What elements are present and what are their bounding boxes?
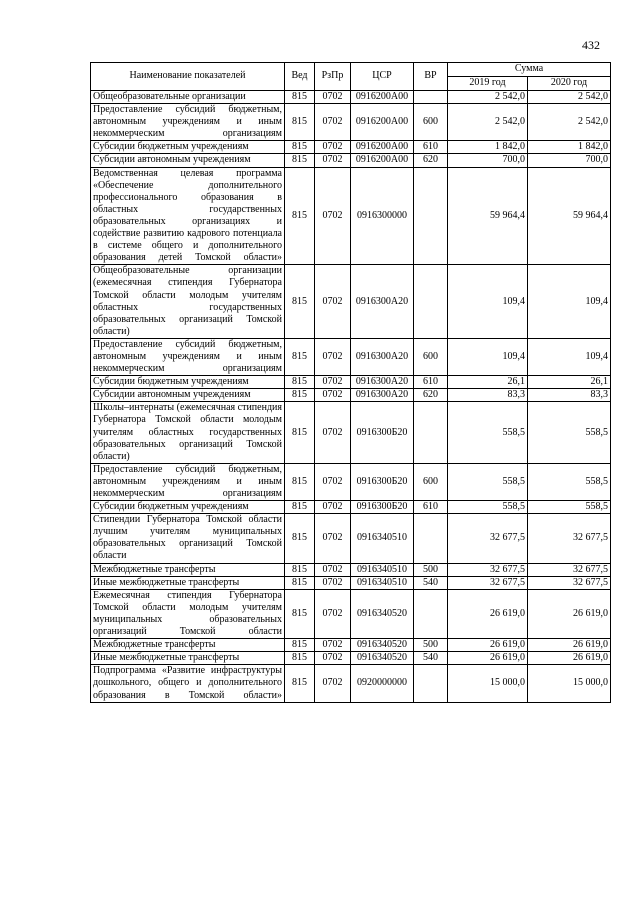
cell-rzpr: 0702 [315,639,351,652]
cell-rzpr: 0702 [315,402,351,463]
header-csr: ЦСР [351,63,414,91]
table-row [91,141,611,154]
cell-name: Субсидии бюджетным учреждениям [91,376,285,389]
cell-name: Предоставление субсидий бюджетным, автономным учреждениям и иным некоммерческим организациям [91,463,285,500]
cell-csr: 0916300А20 [351,376,414,389]
cell-ved: 815 [285,639,315,652]
cell-sum-2020: 1 842,0 [528,141,611,154]
cell-sum-2020: 700,0 [528,154,611,167]
cell-vr [414,265,448,339]
cell-ved: 815 [285,104,315,141]
cell-csr: 0916300Б20 [351,402,414,463]
cell-sum-2020: 2 542,0 [528,104,611,141]
cell-vr: 620 [414,154,448,167]
cell-sum-2020: 15 000,0 [528,665,611,702]
cell-ved: 815 [285,402,315,463]
header-name: Наименование показателей [91,63,285,91]
cell-name: Ежемесячная стипендия Губернатора Томской области молодым учителям муниципальных образовательных организаций Томской области [91,589,285,638]
cell-rzpr: 0702 [315,501,351,514]
cell-vr: 610 [414,141,448,154]
table-row [91,501,611,514]
cell-name: Субсидии автономным учреждениям [91,154,285,167]
header-vr: ВР [414,63,448,91]
cell-ved: 815 [285,154,315,167]
table-row [91,338,611,375]
table-row [91,389,611,402]
cell-sum-2019: 59 964,4 [448,167,528,265]
cell-sum-2020: 32 677,5 [528,563,611,576]
cell-rzpr: 0702 [315,563,351,576]
cell-ved: 815 [285,652,315,665]
cell-csr: 0916300Б20 [351,463,414,500]
cell-sum-2020: 109,4 [528,265,611,339]
table-row [91,652,611,665]
cell-csr: 0916200А00 [351,154,414,167]
cell-ved: 815 [285,389,315,402]
cell-vr [414,665,448,702]
cell-vr: 610 [414,376,448,389]
cell-ved: 815 [285,167,315,265]
cell-sum-2020: 26 619,0 [528,639,611,652]
cell-sum-2020: 26,1 [528,376,611,389]
cell-ved: 815 [285,141,315,154]
cell-csr: 0916340520 [351,639,414,652]
cell-csr: 0916300А20 [351,338,414,375]
cell-sum-2020: 32 677,5 [528,576,611,589]
table-body [91,91,611,703]
cell-ved: 815 [285,265,315,339]
cell-vr: 500 [414,639,448,652]
cell-name: Иные межбюджетные трансферты [91,576,285,589]
cell-csr: 0916300Б20 [351,501,414,514]
table-row [91,576,611,589]
cell-name: Межбюджетные трансферты [91,563,285,576]
table-row [91,265,611,339]
table-row [91,402,611,463]
cell-ved: 815 [285,563,315,576]
cell-sum-2019: 109,4 [448,338,528,375]
cell-sum-2020: 26 619,0 [528,589,611,638]
cell-ved: 815 [285,589,315,638]
cell-rzpr: 0702 [315,652,351,665]
cell-csr: 0916340520 [351,589,414,638]
cell-sum-2019: 558,5 [448,402,528,463]
cell-vr: 600 [414,104,448,141]
table-row [91,91,611,104]
cell-ved: 815 [285,463,315,500]
page-number: 432 [582,38,600,52]
table-row [91,376,611,389]
cell-name: Субсидии бюджетным учреждениям [91,141,285,154]
header-2019: 2019 год [448,77,528,91]
cell-ved: 815 [285,91,315,104]
cell-sum-2019: 32 677,5 [448,563,528,576]
cell-csr: 0916340510 [351,514,414,563]
cell-sum-2020: 2 542,0 [528,91,611,104]
cell-csr: 0916300А20 [351,265,414,339]
cell-rzpr: 0702 [315,463,351,500]
cell-vr: 540 [414,576,448,589]
table-row [91,665,611,702]
cell-name: Межбюджетные трансферты [91,639,285,652]
cell-sum-2019: 26 619,0 [448,589,528,638]
cell-rzpr: 0702 [315,665,351,702]
cell-sum-2019: 2 542,0 [448,91,528,104]
cell-rzpr: 0702 [315,154,351,167]
cell-name: Субсидии бюджетным учреждениям [91,501,285,514]
table-row [91,463,611,500]
cell-name: Общеобразовательные организации (ежемесячная стипендия Губернатора Томской области молодым учителям областных государственных образовательных организаций Томской области) [91,265,285,339]
table-row [91,589,611,638]
cell-vr [414,514,448,563]
cell-vr [414,589,448,638]
cell-sum-2019: 26,1 [448,376,528,389]
cell-ved: 815 [285,665,315,702]
cell-rzpr: 0702 [315,389,351,402]
cell-name: Школы–интернаты (ежемесячная стипендия Губернатора Томской области молодым учителям областных государственных образовательных организаций Томской области) [91,402,285,463]
cell-sum-2020: 32 677,5 [528,514,611,563]
cell-sum-2019: 32 677,5 [448,576,528,589]
cell-vr: 500 [414,563,448,576]
cell-rzpr: 0702 [315,376,351,389]
cell-sum-2020: 558,5 [528,501,611,514]
cell-csr: 0916200А00 [351,141,414,154]
cell-sum-2019: 109,4 [448,265,528,339]
cell-vr [414,402,448,463]
cell-csr: 0920000000 [351,665,414,702]
cell-sum-2020: 59 964,4 [528,167,611,265]
cell-vr: 620 [414,389,448,402]
cell-sum-2020: 26 619,0 [528,652,611,665]
cell-name: Предоставление субсидий бюджетным, автономным учреждениям и иным некоммерческим организациям [91,104,285,141]
cell-sum-2019: 1 842,0 [448,141,528,154]
cell-sum-2019: 15 000,0 [448,665,528,702]
header-sum: Сумма [448,63,611,77]
cell-sum-2020: 558,5 [528,463,611,500]
cell-rzpr: 0702 [315,338,351,375]
budget-table [90,62,611,703]
cell-rzpr: 0702 [315,104,351,141]
cell-sum-2019: 26 619,0 [448,639,528,652]
cell-csr: 0916300А20 [351,389,414,402]
cell-vr [414,167,448,265]
header-ved: Вед [285,63,315,91]
table-row [91,167,611,265]
cell-sum-2019: 83,3 [448,389,528,402]
cell-rzpr: 0702 [315,91,351,104]
cell-sum-2019: 700,0 [448,154,528,167]
cell-sum-2020: 83,3 [528,389,611,402]
cell-rzpr: 0702 [315,576,351,589]
cell-csr: 0916300000 [351,167,414,265]
cell-vr [414,91,448,104]
cell-name: Предоставление субсидий бюджетным, автономным учреждениям и иным некоммерческим организациям [91,338,285,375]
table-row [91,154,611,167]
cell-ved: 815 [285,501,315,514]
cell-rzpr: 0702 [315,167,351,265]
table-header [91,63,611,91]
cell-ved: 815 [285,514,315,563]
cell-vr: 610 [414,501,448,514]
cell-name: Ведомственная целевая программа «Обеспечение дополнительного профессионального образования в областных государственных образовательных организациях и содействие развитию кадрового потенциала в системе общего и дополнительного образования детей Томской области» [91,167,285,265]
cell-name: Общеобразовательные организации [91,91,285,104]
cell-rzpr: 0702 [315,141,351,154]
cell-sum-2020: 109,4 [528,338,611,375]
cell-name: Стипендии Губернатора Томской области лучшим учителям муниципальных образовательных организаций Томской области [91,514,285,563]
table-row [91,104,611,141]
cell-sum-2019: 2 542,0 [448,104,528,141]
cell-name: Подпрограмма «Развитие инфраструктуры дошкольного, общего и дополнительного образования в Томской области» [91,665,285,702]
cell-sum-2019: 558,5 [448,501,528,514]
table-row [91,563,611,576]
cell-vr: 540 [414,652,448,665]
cell-sum-2019: 558,5 [448,463,528,500]
cell-name: Субсидии автономным учреждениям [91,389,285,402]
header-rzpr: РзПр [315,63,351,91]
cell-rzpr: 0702 [315,589,351,638]
cell-csr: 0916340520 [351,652,414,665]
cell-name: Иные межбюджетные трансферты [91,652,285,665]
cell-csr: 0916340510 [351,563,414,576]
table-row [91,639,611,652]
cell-sum-2019: 26 619,0 [448,652,528,665]
cell-ved: 815 [285,576,315,589]
cell-sum-2019: 32 677,5 [448,514,528,563]
cell-ved: 815 [285,376,315,389]
cell-rzpr: 0702 [315,514,351,563]
cell-rzpr: 0702 [315,265,351,339]
cell-csr: 0916340510 [351,576,414,589]
cell-sum-2020: 558,5 [528,402,611,463]
cell-csr: 0916200А00 [351,91,414,104]
header-2020: 2020 год [528,77,611,91]
cell-ved: 815 [285,338,315,375]
cell-csr: 0916200А00 [351,104,414,141]
table-row [91,514,611,563]
cell-vr: 600 [414,463,448,500]
cell-vr: 600 [414,338,448,375]
